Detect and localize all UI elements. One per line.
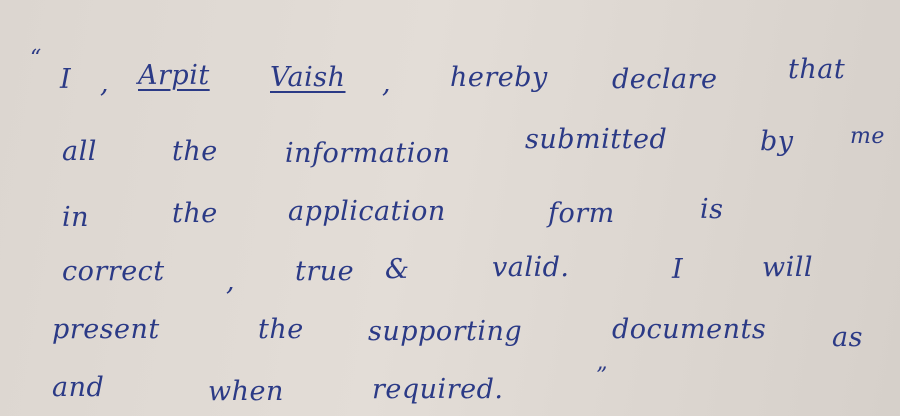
comma: , — [100, 68, 110, 99]
close-quote: ” — [596, 364, 608, 389]
word: hereby — [450, 62, 548, 93]
word: submitted — [525, 124, 668, 155]
word: and — [52, 372, 105, 403]
word: the — [258, 314, 304, 345]
open-quote: “ — [30, 46, 42, 71]
word: true — [295, 256, 355, 287]
word: supporting — [368, 316, 523, 347]
word: application — [288, 196, 446, 227]
first-name: Arpit — [138, 60, 210, 91]
word: present — [52, 314, 160, 345]
comma: , — [226, 266, 236, 297]
word: required. — [372, 374, 504, 405]
word: will — [762, 252, 814, 283]
word-pronoun: I — [672, 254, 684, 285]
word: all — [62, 136, 97, 167]
ampersand: & — [385, 254, 410, 285]
word: declare — [612, 64, 718, 95]
word: form — [548, 198, 615, 229]
word: is — [700, 194, 724, 225]
word: information — [285, 138, 451, 169]
word: when — [208, 376, 284, 407]
comma: , — [382, 68, 392, 99]
word: valid. — [492, 252, 570, 283]
word: the — [172, 136, 218, 167]
word: by — [760, 126, 794, 157]
word: correct — [62, 256, 165, 287]
word: documents — [612, 314, 767, 345]
word: that — [788, 54, 846, 85]
word: the — [172, 198, 218, 229]
word: in — [62, 202, 90, 233]
word: me — [850, 124, 885, 149]
last-name: Vaish — [270, 62, 346, 93]
word-pronoun: I — [60, 64, 72, 95]
word: as — [832, 322, 863, 353]
